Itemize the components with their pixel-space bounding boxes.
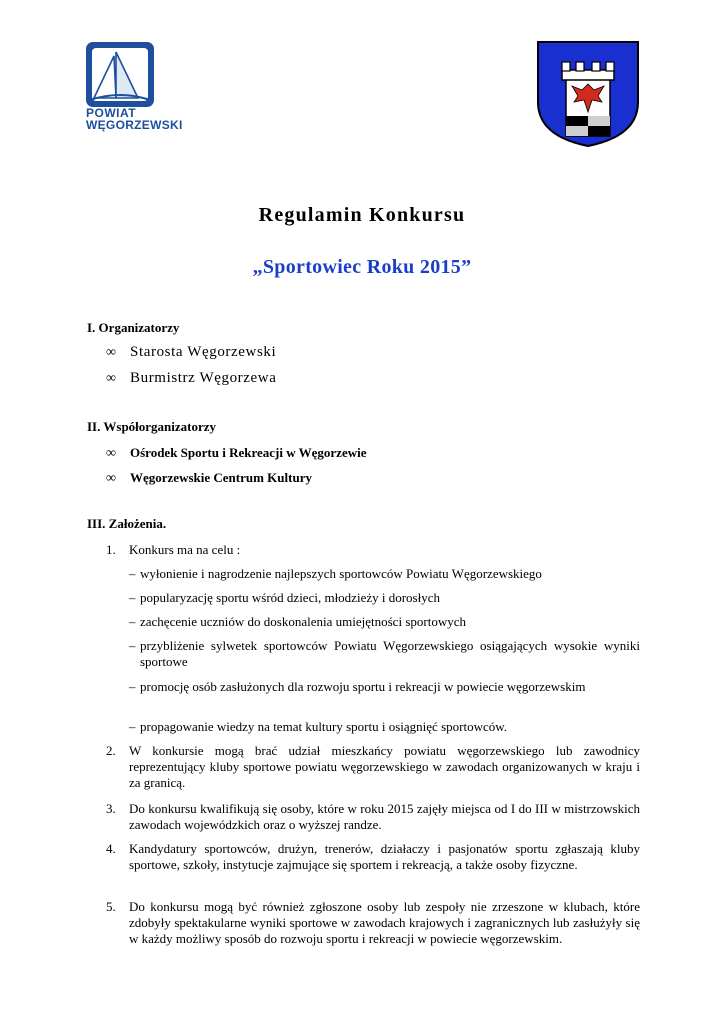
section-1-heading: I. Organizatorzy [87, 320, 180, 335]
goal-item [129, 566, 640, 582]
point-text: Konkurs ma na celu : [129, 542, 241, 557]
document-title: Regulamin Konkursu [258, 204, 466, 226]
coorganizer-label: Ośrodek Sportu i Rekreacji w Węgorzewie [130, 445, 367, 460]
section-3-heading: III. Założenia. [87, 516, 167, 531]
numbered-point-4 [106, 841, 640, 873]
point-text: Do konkursu mogą być również zgłoszone osoby lub zespoły nie zrzeszone w klubach, które zdobyły spektakularne wyniki sportowe w zawodach krajowych i zagranicznych lub zasłużyły się w każdy możliwy sposób do rozwoju sportu i rekreacji w powiecie węgorzewskim. [129, 899, 640, 946]
goal-item [129, 719, 640, 735]
organizer-label: Burmistrz Węgorzewa [130, 370, 277, 386]
infinity-bullet-icon: ∞ [106, 471, 116, 486]
point-number: 1. [106, 542, 116, 557]
goal-text: propagowanie wiedzy na temat kultury sportu i osiągnięć sportowców. [140, 719, 508, 734]
goal-text: promocję osób zasłużonych dla rozwoju sportu i rekreacji w powiecie węgorzewskim [140, 679, 586, 694]
goal-text: przybliżenie sylwetek sportowców Powiatu Węgorzewskiego osiągających wysokie wyniki sportowe [140, 638, 640, 669]
logo-line-2: WĘGORZEWSKI [86, 118, 183, 132]
numbered-point-5 [106, 899, 640, 947]
point-number: 4. [106, 841, 116, 856]
organizer-item [106, 344, 276, 361]
dash-bullet: – [129, 566, 136, 581]
goal-item [129, 590, 640, 606]
point-number: 5. [106, 899, 116, 914]
goal-item [129, 614, 640, 630]
organizer-item [106, 370, 277, 387]
numbered-point-3 [106, 801, 640, 833]
infinity-bullet-icon: ∞ [106, 371, 117, 386]
point-text: Do konkursu kwalifikują się osoby, które w roku 2015 zajęły miejsca od I do III w mistrzowskich zawodach wojewódzkich oraz o wyższej randze. [129, 801, 640, 832]
dash-bullet: – [129, 719, 136, 734]
infinity-bullet-icon: ∞ [106, 446, 116, 461]
dash-bullet: – [129, 638, 136, 653]
goal-text: wyłonienie i nagrodzenie najlepszych sportowców Powiatu Węgorzewskiego [140, 566, 542, 581]
goal-text: popularyzację sportu wśród dzieci, młodzieży i dorosłych [140, 590, 440, 605]
dash-bullet: – [129, 679, 136, 694]
document-subtitle: „Sportowiec Roku 2015” [252, 256, 472, 278]
goal-item [129, 638, 640, 670]
point-number: 2. [106, 743, 116, 758]
point-text: W konkursie mogą brać udział mieszkańcy powiatu węgorzewskiego lub zawodnicy reprezentujący kluby sportowe powiatu węgorzewskiego w zawodach organizowanych w kraju i za granicą. [129, 743, 640, 790]
coorganizer-item [106, 470, 312, 487]
goal-text: zachęcenie uczniów do doskonalenia umiejętności sportowych [140, 614, 466, 629]
coat-of-arms-icon [536, 40, 640, 148]
organizer-label: Starosta Węgorzewski [130, 344, 277, 360]
point-number: 3. [106, 801, 116, 816]
point-text: Kandydatury sportowców, drużyn, trenerów, działaczy i pasjonatów sportu zgłaszają kluby sportowe, szkoły, instytucje zajmujące się sportem i rekreacją, a także osoby fizyczne. [129, 841, 640, 872]
coorganizer-item [106, 445, 367, 462]
numbered-point-1 [106, 542, 640, 558]
numbered-point-2 [106, 743, 640, 791]
coorganizer-label: Węgorzewskie Centrum Kultury [130, 470, 312, 485]
logo-line-1: POWIAT [86, 106, 137, 120]
dash-bullet: – [129, 614, 136, 629]
logo-text [86, 107, 206, 131]
dash-bullet: – [129, 590, 136, 605]
section-2-heading: II. Współorganizatorzy [87, 419, 217, 434]
infinity-bullet-icon: ∞ [106, 345, 117, 360]
goal-item [129, 679, 640, 695]
